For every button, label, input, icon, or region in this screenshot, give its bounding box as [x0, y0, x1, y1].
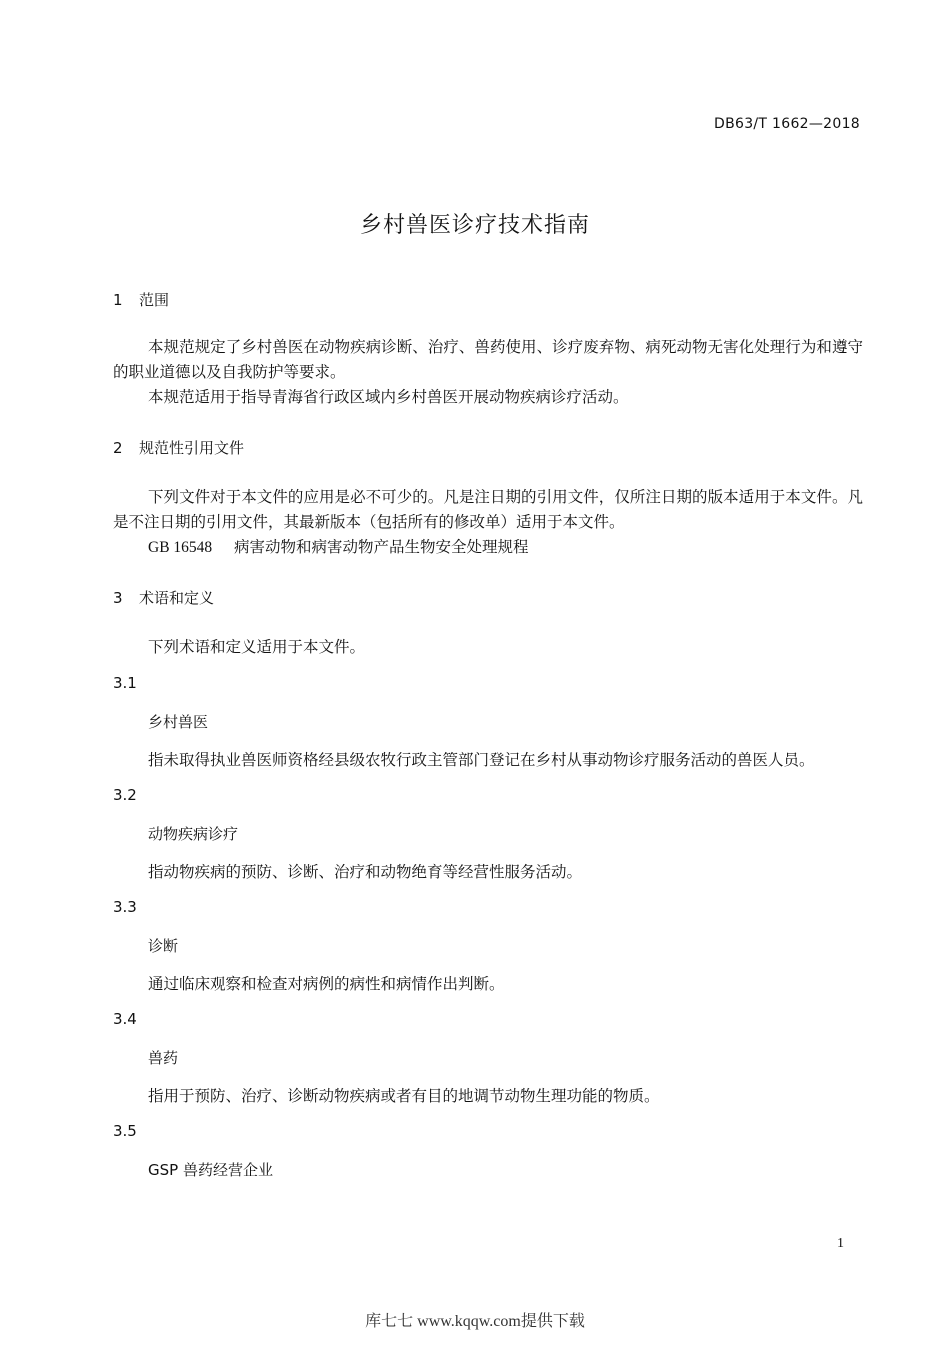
term-number: 3.1 — [113, 674, 137, 692]
paragraph: 本规范规定了乡村兽医在动物疾病诊断、治疗、兽药使用、诊疗废弃物、病死动物无害化处理行为和遵守的职业道德以及自我防护等要求。 — [113, 339, 863, 381]
term-definition: 指动物疾病的预防、诊断、治疗和动物绝育等经营性服务活动。 — [148, 864, 583, 881]
standard-number: DB63/T 1662—2018 — [714, 116, 860, 132]
footer-watermark: 库七七 www.kqqw.com提供下载 — [365, 1313, 585, 1330]
section-number: 3 — [113, 589, 123, 607]
term-number: 3.3 — [113, 898, 137, 916]
page-number: 1 — [837, 1236, 844, 1251]
term-definition: 通过临床观察和检查对病例的病性和病情作出判断。 — [148, 976, 505, 993]
paragraph: 下列文件对于本文件的应用是必不可少的。凡是注日期的引用文件，仅所注日期的版本适用于本文件。凡是不注日期的引用文件，其最新版本（包括所有的修改单）适用于本文件。 — [113, 489, 863, 531]
section-title: 规范性引用文件 — [139, 439, 245, 457]
section-heading-3 — [113, 587, 214, 608]
section-title: 范围 — [139, 291, 170, 309]
section-title: 术语和定义 — [139, 589, 215, 607]
section-number: 2 — [113, 439, 123, 457]
term-number: 3.5 — [113, 1122, 137, 1140]
term-number: 3.2 — [113, 786, 137, 804]
paragraph: 下列术语和定义适用于本文件。 — [148, 639, 366, 656]
term-name: GSP 兽药经营企业 — [148, 1161, 273, 1179]
term-number: 3.4 — [113, 1010, 137, 1028]
reference-code: GB 16548 — [148, 539, 213, 556]
document-title: 乡村兽医诊疗技术指南 — [359, 213, 590, 238]
term-name: 乡村兽医 — [148, 713, 209, 731]
term-name: 动物疾病诊疗 — [148, 825, 239, 843]
term-name: 诊断 — [148, 937, 179, 955]
reference-title: 病害动物和病害动物产品生物安全处理规程 — [234, 539, 529, 556]
section-heading-2 — [113, 437, 244, 458]
section-number: 1 — [113, 291, 123, 309]
term-definition: 指用于预防、治疗、诊断动物疾病或者有目的地调节动物生理功能的物质。 — [148, 1088, 660, 1105]
term-name: 兽药 — [148, 1049, 179, 1067]
term-definition: 指未取得执业兽医师资格经县级农牧行政主管部门登记在乡村从事动物诊疗服务活动的兽医人员。 — [148, 752, 815, 769]
paragraph: 本规范适用于指导青海省行政区域内乡村兽医开展动物疾病诊疗活动。 — [148, 389, 629, 406]
reference-item — [148, 535, 529, 557]
section-heading-1 — [113, 289, 169, 310]
